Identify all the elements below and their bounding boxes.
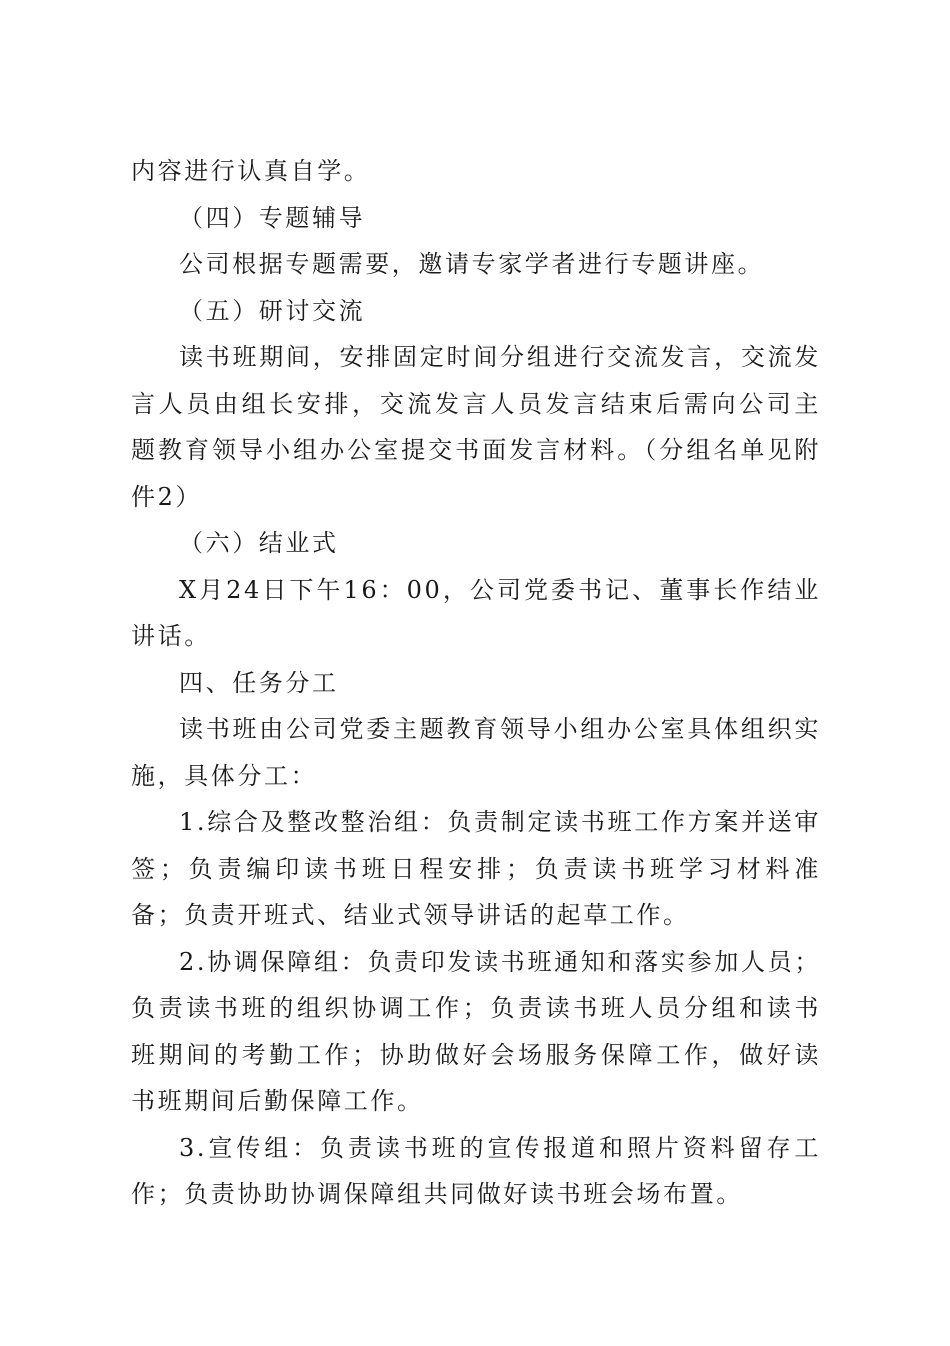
paragraph-seminar-exchange: 读书班期间，安排固定时间分组进行交流发言，交流发言人员由组长安排，交流发言人员发言结束后需向公司主题教育领导小组办公室提交书面发言材料。（分组名单见附件2） (131, 343, 821, 511)
document-body (131, 148, 821, 1218)
section-heading-topic-tutoring: （四）专题辅导 (179, 203, 366, 232)
section-heading-task-division: 四、任务分工 (179, 668, 339, 697)
paragraph-task-division-intro: 读书班由公司党委主题教育领导小组办公室具体组织实施，具体分工： (131, 715, 821, 790)
paragraph-continuation: 内容进行认真自学。 (131, 157, 371, 185)
list-item-publicity-group: 3.宣传组：负责读书班的宣传报道和照片资料留存工作；负责协助协调保障组共同做好读书班会场布置。 (131, 1133, 821, 1208)
list-item-coordination-group: 2.协调保障组：负责印发读书班通知和落实参加人员；负责读书班的组织协调工作；负责读书班人员分组和读书班期间的考勤工作；协助做好会场服务保障工作，做好读书班期间后勤保障工作。 (131, 947, 821, 1115)
section-heading-closing-ceremony: （六）结业式 (179, 529, 339, 557)
paragraph-topic-tutoring: 公司根据专题需要，邀请专家学者进行专题讲座。 (179, 250, 765, 278)
list-item-rectification-group: 1.综合及整改整治组：负责制定读书班工作方案并送审签；负责编印读书班日程安排；负责读书班学习材料准备；负责开班式、结业式领导讲话的起草工作。 (131, 808, 821, 929)
section-heading-seminar-exchange: （五）研讨交流 (179, 296, 366, 325)
paragraph-closing-ceremony: X月24日下午16：00，公司党委书记、董事长作结业讲话。 (131, 575, 821, 650)
